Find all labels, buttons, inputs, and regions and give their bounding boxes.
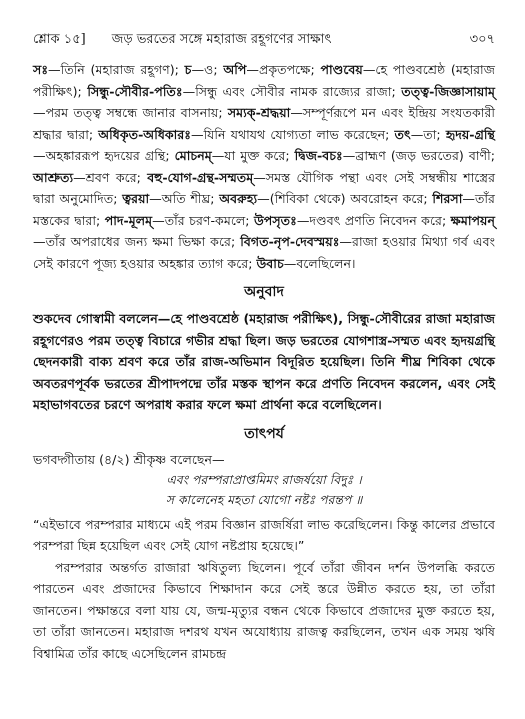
synonym-meaning: যা মুক্ত করে; bbox=[224, 148, 290, 163]
synonym-term: সিন্ধু-সৌবীর-পতিঃ bbox=[87, 83, 183, 99]
verse-line-1: এবং পরম্পরাপ্রাপ্তমিমং রাজর্ষয়ো বিদুঃ । bbox=[166, 471, 362, 487]
synonym-meaning: তাঁর অপরাধের জন্য ক্ষমা ভিক্ষা করে; bbox=[45, 234, 236, 249]
synonym-term: মোচনম্ bbox=[174, 148, 212, 163]
synonym-meaning: অহঙ্কাররূপ হৃদয়ের গ্রন্থি; bbox=[45, 148, 170, 163]
synonym-term: অপি bbox=[223, 62, 247, 77]
verse-translation-quote: “এইভাবে পরম্পরার মাধ্যমে এই পরম বিজ্ঞান রাজর্ষিরা লাভ করেছিলেন। কিন্তু কালের প্রভাবে পরম্পরা ছিন্ন হয়েছিল এবং সেই যোগ নষ্টপ্রায় হয়েছে।” bbox=[33, 516, 495, 553]
chapter-reference: শ্লোক ১৫] bbox=[33, 32, 86, 47]
page-number: ৩০৭ bbox=[469, 32, 495, 47]
synonym-term: পাদ-মূলম্ bbox=[104, 212, 153, 228]
purport-intro: ভগবদ্গীতায় (৪/২) শ্রীকৃষ্ণ বলেছেন— bbox=[33, 451, 225, 467]
synonym-meaning: শ্রবণ করে; bbox=[85, 169, 141, 185]
synonym-term: বিগত-নৃপ-দেবস্ময়ঃ bbox=[240, 234, 340, 249]
synonym-term: সম্যক্-শ্রদ্ধয়া bbox=[227, 105, 291, 120]
synonyms-paragraph: সঃ—তিনি (মহারাজ রহূগণ); চ—ও; অপি—প্রকৃতপক্ষে; পাণ্ডবেয়—হে পাণ্ডবশ্রেষ্ঠ (মহারাজ পরীক্ষিৎ); সিন্ধু-সৌবীর-পতিঃ—সিন্ধু এবং সৌবীর নামক রাজ্যের রাজা; তত্ত্ব-জিজ্ঞাসায়াম্—পরম তত্ত্ব সম্বন্ধে জানার বাসনায়; সম্যক্-শ্রদ্ধয়া—সম্পূর্ণরূপে মন এবং ইন্দ্রিয় সংযতকারী শ্রদ্ধার দ্বারা; অধিকৃত-অধিকারঃ—যিনি যথাযথ যোগ্যতা লাভ করেছেন; তৎ—তা; হৃদয়-গ্রন্থি—অহঙ্কাররূপ হৃদয়ের গ্রন্থি; মোচনম্—যা মুক্ত করে; দ্বিজ-বচঃ—ব্রাহ্মণ (জড় ভরতের) বাণী; আশ্রুত্য—শ্রবণ করে; বহু-যোগ-গ্রন্থ-সম্মতম্—সমস্ত যৌগিক পন্থা এবং সেই সম্বন্ধীয় শাস্ত্রের দ্বারা অনুমোদিত; ত্বরয়া—অতি শীঘ্র; অবরুহ্য—(শিবিকা থেকে) অবরোহন করে; শিরসা—তাঁর মস্তকের দ্বারা; পাদ-মূলম্—তাঁর চরণ-কমলে; উপসৃতঃ—দণ্ডবৎ প্রণতি নিবেদন করে; ক্ষমাপয়ন্—তাঁর অপরাধের জন্য ক্ষমা ভিক্ষা করে; বিগত-নৃপ-দেবস্ময়ঃ—রাজা হওয়ার মিথ্যা গর্ব এবং সেই কারণে পূজ্য হওয়ার অহঙ্কার ত্যাগ করে; উবাচ—বলেছিলেন। bbox=[33, 62, 495, 271]
synonym-term: ত্বরয়া bbox=[122, 191, 150, 206]
synonym-meaning: পরম তত্ত্ব সম্বন্ধে জানার বাসনায়; bbox=[45, 105, 223, 120]
purport-body: পরম্পরার অন্তর্গত রাজারা ঋষিতুল্য ছিলেন। পূর্বে তাঁরা জীবন দর্শন উপলব্ধি করতে পারতেন এবং প্রজাদের কিভাবে শিক্ষাদান করে সেই স্তরে উন্নীত করতে হয়, তা তাঁরা জানতেন। পক্ষান্তরে বলা যায় যে, জন্ম-মৃত্যুর বন্ধন থেকে কিভাবে প্রজাদের মুক্ত করতে হয়, তা তাঁরা জানতেন। মহারাজ দশরথ যখন অযোধ্যায় রাজত্ব করছিলেন, তখন এক সময় ঋষি বিশ্বামিত্র তাঁর কাছে এসেছিলেন রামচন্দ্র bbox=[33, 559, 495, 661]
synonym-term: উপসৃতঃ bbox=[253, 212, 297, 228]
synonym-meaning: (শিবিকা থেকে) অবরোহন করে; bbox=[269, 191, 428, 206]
synonym-meaning: ও; bbox=[204, 62, 218, 77]
purport-heading: তাৎপর্য bbox=[244, 425, 284, 442]
synonym-meaning: তাঁর চরণ-কমলে; bbox=[164, 212, 250, 228]
synonym-meaning: তিনি (মহারাজ রহূগণ); bbox=[60, 62, 179, 77]
synonym-term: তৎ bbox=[394, 126, 411, 142]
synonym-term: দ্বিজ-বচঃ bbox=[294, 148, 343, 163]
synonym-meaning: রাজা হওয়ার মিথ্যা গর্ব এবং সেই কারণে পূজ্য হওয়ার অহঙ্কার ত্যাগ করে; bbox=[33, 234, 495, 271]
synonym-term: ক্ষমাপয়ন্ bbox=[450, 212, 495, 228]
verse-line-2: স কালেনেহ মহতা যোগো নষ্টঃ পরন্তপ ॥ bbox=[165, 491, 363, 507]
synonym-meaning: অতি শীঘ্র; bbox=[161, 191, 215, 206]
synonym-meaning: যিনি যথাযথ যোগ্যতা লাভ করেছেন; bbox=[203, 126, 390, 142]
running-header-left bbox=[33, 30, 331, 51]
synonym-meaning: প্রকৃতপক্ষে; bbox=[258, 62, 315, 77]
synonym-term: উবাচ bbox=[256, 255, 284, 271]
synonym-term: অবরুহ্য bbox=[219, 191, 258, 206]
synonym-meaning: তা; bbox=[423, 126, 441, 142]
synonym-term: আশ্রুত্য bbox=[33, 169, 74, 185]
synonym-term: বহু-যোগ-গ্রন্থ-সম্মতম্ bbox=[147, 169, 254, 185]
synonym-meaning: হে পাণ্ডবশ্রেষ্ঠ (মহারাজ পরীক্ষিৎ); bbox=[33, 62, 495, 99]
synonym-meaning: সমস্ত যৌগিক পন্থা এবং সেই সম্বন্ধীয় শাস্ত্রের দ্বারা অনুমোদিত; bbox=[33, 169, 495, 206]
synonym-term: শিরসা bbox=[432, 191, 463, 206]
synonym-meaning: তাঁর মস্তকের দ্বারা; bbox=[33, 191, 495, 228]
translation-heading: অনুবাদ bbox=[244, 284, 284, 300]
running-header bbox=[33, 30, 495, 51]
synonym-term: চ bbox=[184, 62, 192, 77]
synonym-term: সঃ bbox=[33, 62, 49, 77]
synonym-term: হৃদয়-গ্রন্থি bbox=[445, 126, 495, 142]
synonym-meaning: বলেছিলেন। bbox=[296, 255, 356, 271]
synonym-term: তত্ত্ব-জিজ্ঞাসায়াম্ bbox=[401, 83, 495, 99]
translation-text: শুকদেব গোস্বামী বললেন—হে পাণ্ডবশ্রেষ্ঠ (মহারাজ পরীক্ষিৎ), সিন্ধু-সৌবীরের রাজা মহারাজ রহূগণেরও পরম তত্ত্ব বিচারে গভীর শ্রদ্ধা ছিল। জড় ভরতের যোগশাস্ত্র-সম্মত এবং হৃদয়গ্রন্থি ছেদনকারী বাক্য শ্রবণ করে তাঁর রাজ-অভিমান বিদূরিত হয়েছিল। তিনি শীঘ্র শিবিকা থেকে অবতরণপূর্বক ভরতের শ্রীপাদপদ্মে তাঁর মস্তক স্থাপন করে প্রণতি নিবেদন করলেন, এবং সেই মহাভাগবতের চরণে অপরাধ করার ফলে ক্ষমা প্রার্থনা করে বলেছিলেন। bbox=[33, 311, 495, 412]
synonym-meaning: দণ্ডবৎ প্রণতি নিবেদন করে; bbox=[309, 212, 447, 228]
synonym-meaning: সম্পূর্ণরূপে মন এবং ইন্দ্রিয় সংযতকারী শ্রদ্ধার দ্বারা; bbox=[33, 105, 495, 142]
chapter-title: জড় ভরতের সঙ্গে মহারাজ রহূগণের সাক্ষাৎ bbox=[111, 32, 332, 47]
synonym-meaning: ব্রাহ্মণ (জড় ভরতের) বাণী; bbox=[355, 148, 495, 163]
synonym-term: অধিকৃত-অধিকারঃ bbox=[98, 126, 191, 142]
synonym-meaning: সিন্ধু এবং সৌবীর নামক রাজ্যের রাজা; bbox=[195, 83, 396, 99]
synonym-term: পাণ্ডবেয় bbox=[320, 62, 363, 77]
